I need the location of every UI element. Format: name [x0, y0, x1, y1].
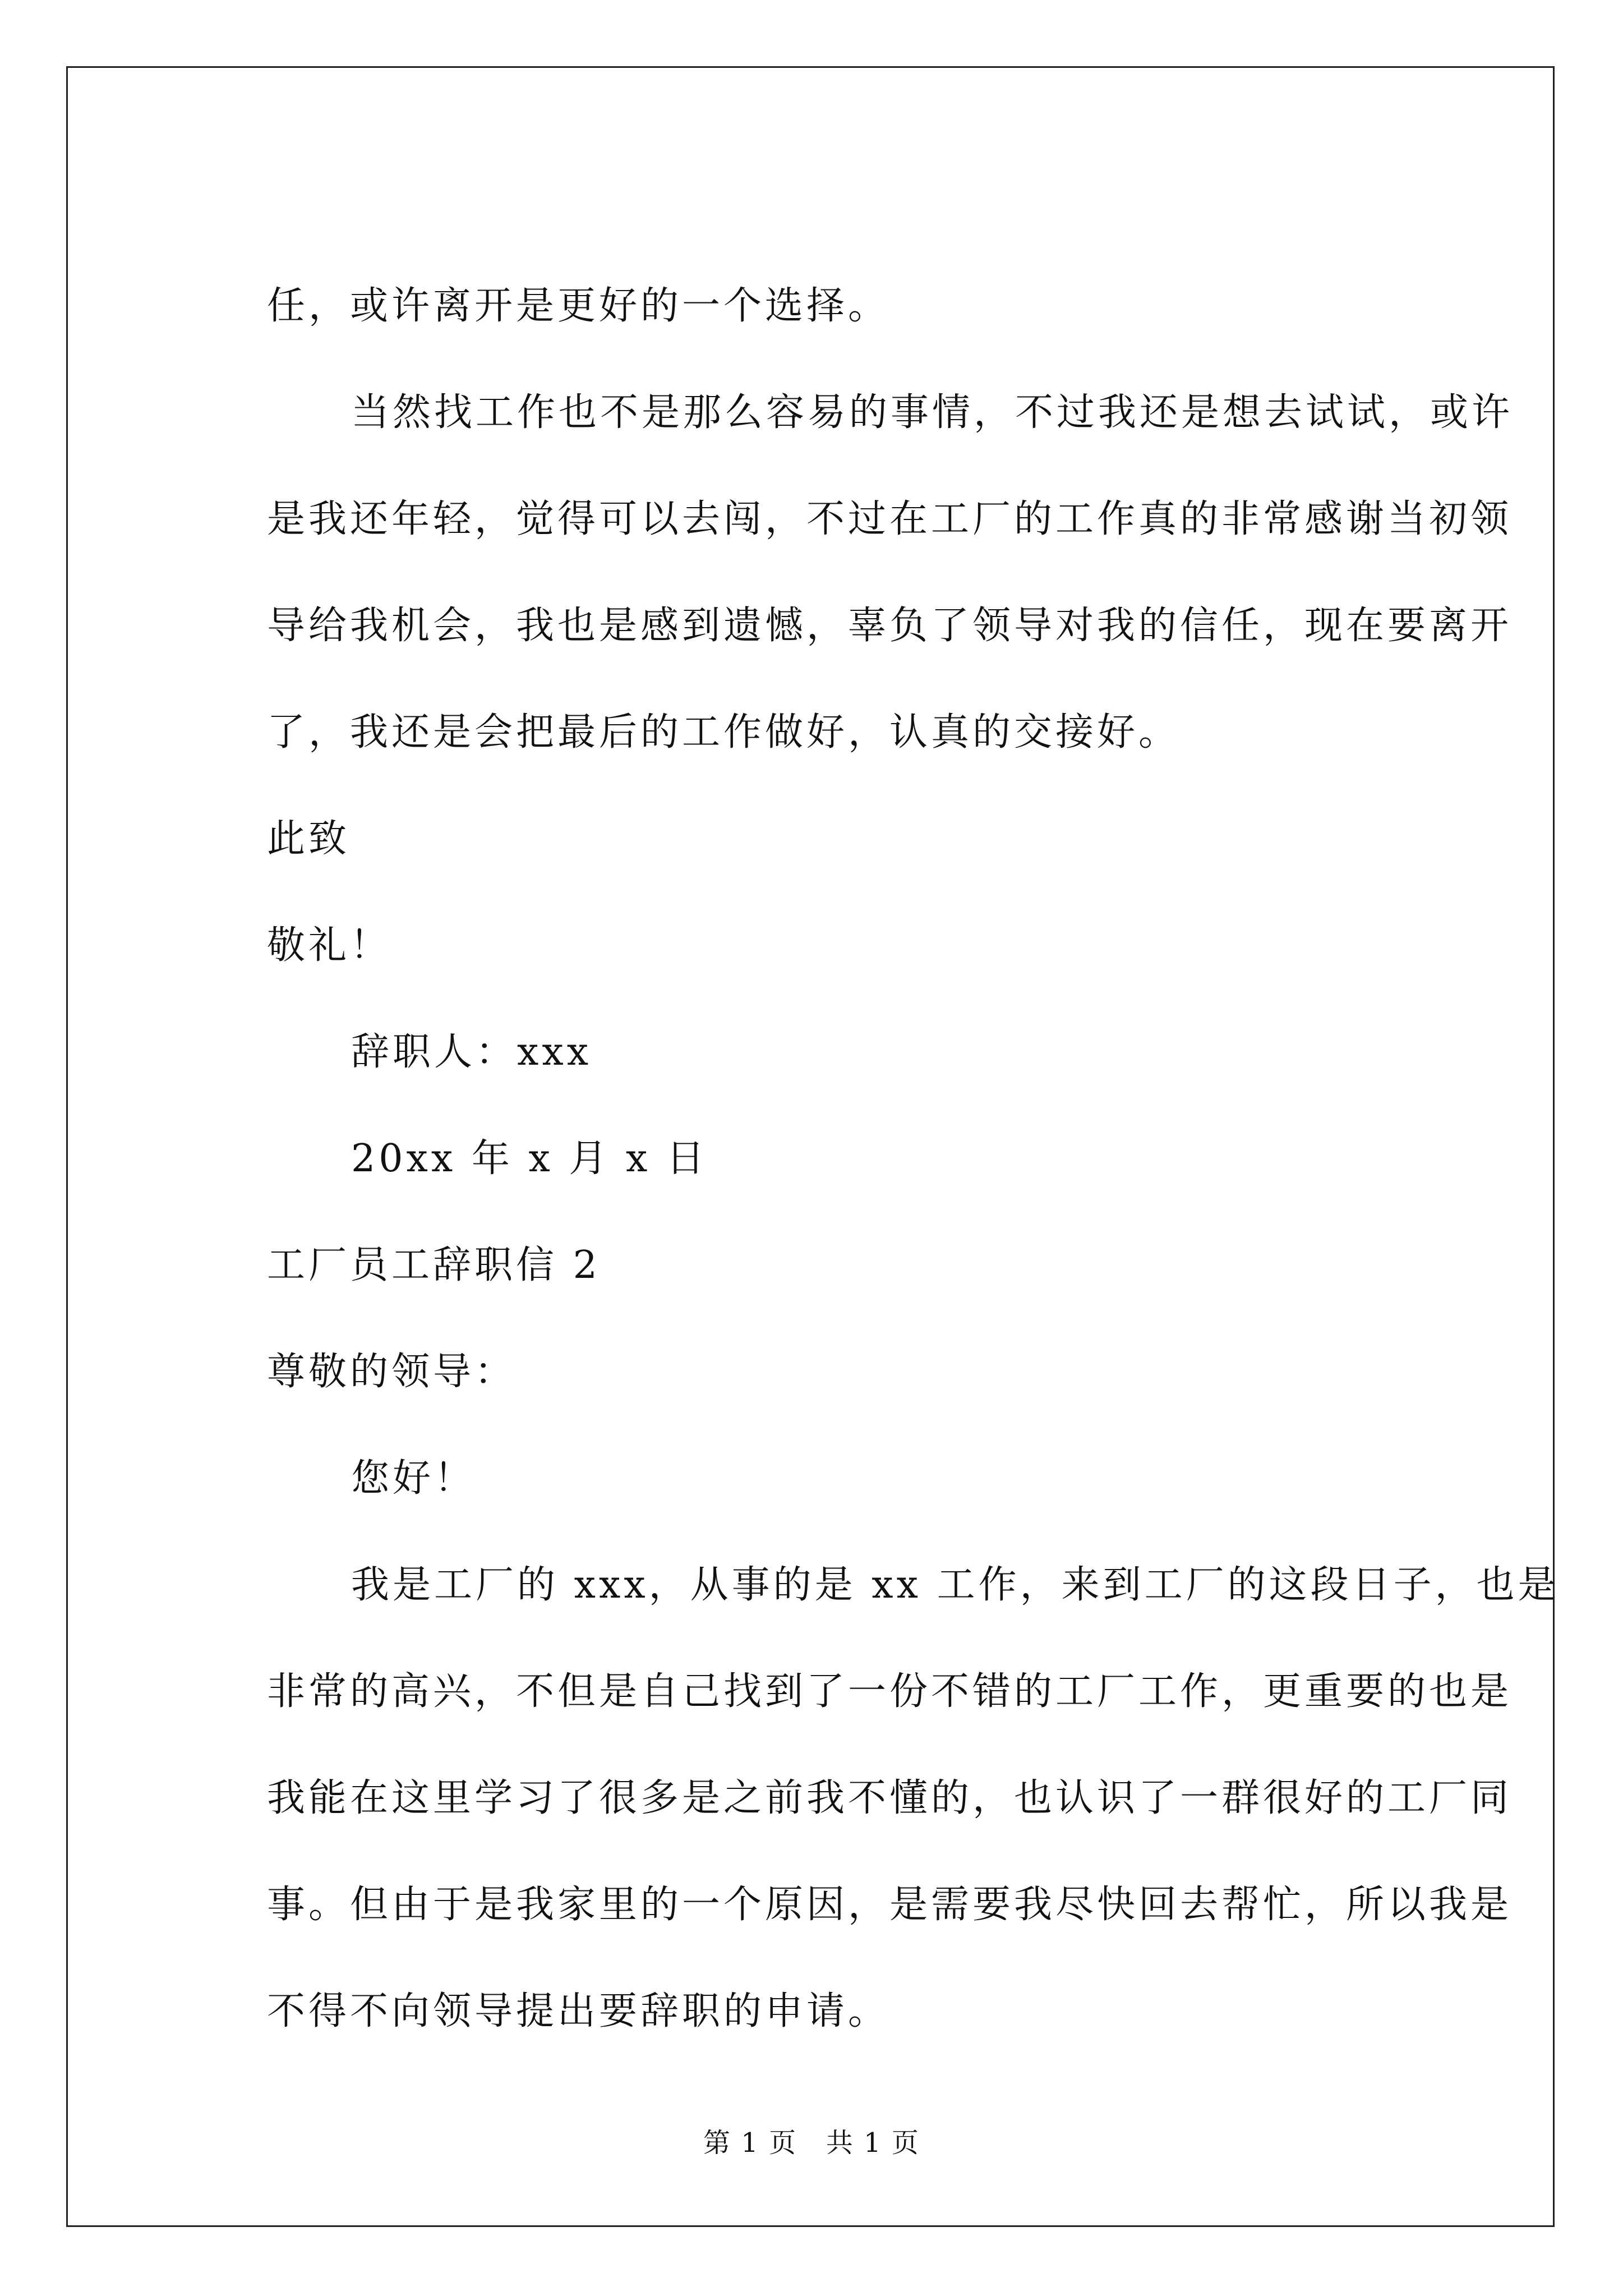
page-number-footer: 第 1 页 共 1 页: [703, 2127, 920, 2159]
signature-date: 20xx 年 x 月 x 日: [351, 1137, 708, 1181]
paragraph-line: 了，我还是会把最后的工作做好，认真的交接好。: [267, 710, 1181, 754]
paragraph-line: 不得不向领导提出要辞职的申请。: [267, 1989, 890, 2033]
paragraph-line: 事。但由于是我家里的一个原因，是需要我尽快回去帮忙，所以我是: [267, 1883, 1513, 1927]
paragraph-line: 我是工厂的 xxx，从事的是 xx 工作，来到工厂的这段日子，也是: [351, 1563, 1560, 1607]
closing-salutation: 此致: [267, 817, 351, 861]
paragraph-line: 我能在这里学习了很多是之前我不懂的，也认识了一群很好的工厂同: [267, 1776, 1513, 1820]
paragraph-line: 是我还年轻，觉得可以去闯，不过在工厂的工作真的非常感谢当初领: [267, 497, 1513, 541]
letter-greeting: 尊敬的领导：: [267, 1350, 517, 1394]
paragraph-line: 任，或许离开是更好的一个选择。: [267, 284, 890, 328]
paragraph-line: 非常的高兴，不但是自己找到了一份不错的工厂工作，更重要的也是: [267, 1669, 1513, 1714]
signature-name: 辞职人：xxx: [351, 1030, 592, 1074]
closing-regards: 敬礼！: [267, 923, 392, 968]
letter-hello: 您好！: [351, 1456, 476, 1501]
paragraph-line: 当然找工作也不是那么容易的事情，不过我还是想去试试，或许: [351, 390, 1514, 435]
paragraph-line: 导给我机会，我也是感到遗憾，辜负了领导对我的信任，现在要离开: [267, 604, 1513, 648]
letter-title: 工厂员工辞职信 2: [267, 1243, 601, 1287]
page-border: [66, 66, 1560, 2227]
